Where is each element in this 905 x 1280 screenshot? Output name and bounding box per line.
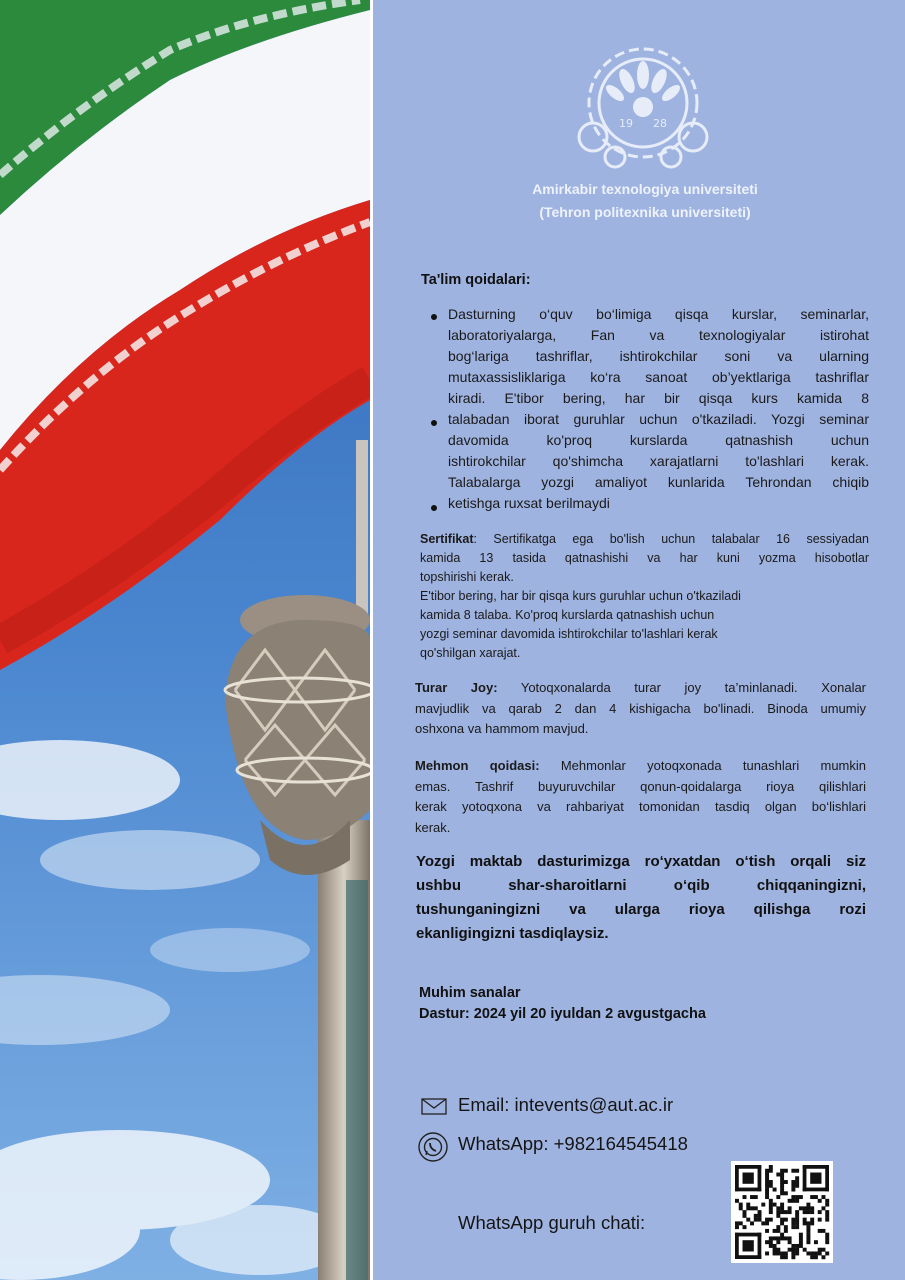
certificate-label: Sertifikat	[420, 532, 474, 546]
education-line: mutaxassisliklariga ko‘ra sanoat ob’yektlariga tashriflar	[448, 369, 869, 385]
education-line: ishtirokchilar qo'shimcha xarajatlarni to'lashlari kerak.	[448, 453, 869, 469]
university-name: Amirkabir texnologiya universiteti	[532, 181, 758, 197]
guest-label: Mehmon qoidasi:	[415, 758, 540, 773]
certificate-line: yozgi seminar davomida ishtirokchilar to'lashlari kerak	[420, 627, 718, 641]
agreement-line: ekanligingizni tasdiqlaysiz.	[416, 925, 609, 942]
bullet-dot	[431, 314, 437, 320]
education-line: talabadan iborat guruhlar uchun o'tkaziladi. Yozgi seminar	[448, 411, 869, 427]
education-line: laboratoriyalarga, Fan va texnologiyalar istirohat	[448, 327, 869, 343]
agreement-line: Yozgi maktab dasturimizga ro‘yxatdan o‘tish orqali siz	[416, 853, 866, 870]
accommodation-line: Yotoqxonalarda turar joy ta’minlanadi. Xonalar	[497, 680, 867, 695]
program-dates: Dastur: 2024 yil 20 iyuldan 2 avgustgacha	[419, 1006, 706, 1022]
accommodation-section	[415, 678, 866, 740]
whatsapp-link[interactable]: WhatsApp: +982164545418	[458, 1133, 688, 1154]
flag-tower-photo	[0, 0, 370, 1280]
university-logo	[575, 35, 711, 171]
education-line: bog‘lariga tashriflar, ishtirokchilar soni va ularning	[448, 348, 869, 364]
accommodation-line: oshxona va hammom mavjud.	[415, 721, 589, 736]
guest-line: kerak yotoqxona va rahbariyat tomonidan tasdiq olgan bo‘lishlari	[415, 799, 866, 814]
guest-line: Mehmonlar yotoqxonada tunashlari mumkin	[539, 758, 866, 773]
guest-section	[415, 756, 866, 838]
education-line: Talabalarga yozgi amaliyot kunlarida Tehrondan chiqib	[448, 474, 869, 490]
bullet-dot	[431, 505, 437, 511]
certificate-line: : Sertifikatga ega bo'lish uchun talabalar 16 sessiyadan	[473, 532, 869, 546]
agreement-line: tushunganingizni va ularga rioya qilishga rozi	[416, 901, 866, 918]
certificate-line: kamida 8 talaba. Ko'proq kurslarda qatnashish uchun	[420, 608, 715, 622]
email-link[interactable]: Email: intevents@aut.ac.ir	[458, 1094, 674, 1115]
education-text	[448, 304, 869, 514]
bullet-dot	[431, 420, 437, 426]
guest-line: emas. Tashrif buyuruvchilar qonun-qoidalarga rioya qilishlari	[415, 778, 866, 794]
education-line: davomida ko'proq kurslarda qatnashish uchun	[448, 432, 869, 448]
accommodation-label: Turar Joy:	[415, 680, 498, 695]
mail-icon	[421, 1096, 447, 1116]
education-line: kiradi. E'tibor bering, har bir qisqa kurs kamida 8	[448, 390, 869, 406]
certificate-line: E'tibor bering, har bir qisqa kurs guruhlar uchun o'tkaziladi	[420, 589, 741, 603]
whatsapp-group-label: WhatsApp guruh chati:	[458, 1212, 646, 1233]
qr-code[interactable]	[731, 1161, 833, 1263]
accommodation-line: mavjudlik va qarab 2 dan 4 kishigacha bo'linadi. Binoda umumiy	[415, 700, 866, 716]
education-line: Dasturning o‘quv bo‘limiga qisqa kurslar, seminarlar,	[448, 306, 869, 322]
education-line: ketishga ruxsat berilmaydi	[448, 495, 610, 511]
dates-heading: Muhim sanalar	[419, 985, 521, 1001]
university-subname: (Tehron politexnika universiteti)	[539, 204, 751, 220]
agreement-line: ushbu shar-sharoitlarni o‘qib chiqqaningizni,	[416, 877, 866, 894]
certificate-line: kamida 13 tasida qatnashishi va har kuni yozma hisobotlar	[420, 551, 869, 565]
education-heading: Ta'lim qoidalari:	[421, 272, 531, 288]
certificate-section	[420, 530, 869, 663]
logo-year-right: 28	[653, 117, 667, 130]
certificate-line: qo'shilgan xarajat.	[420, 646, 521, 660]
certificate-line: topshirishi kerak.	[420, 570, 514, 584]
photo-illustration	[0, 0, 370, 1280]
agreement-section	[416, 850, 866, 946]
logo-year-left: 19	[619, 117, 633, 130]
whatsapp-icon	[417, 1131, 449, 1163]
guest-line: kerak.	[415, 819, 451, 835]
